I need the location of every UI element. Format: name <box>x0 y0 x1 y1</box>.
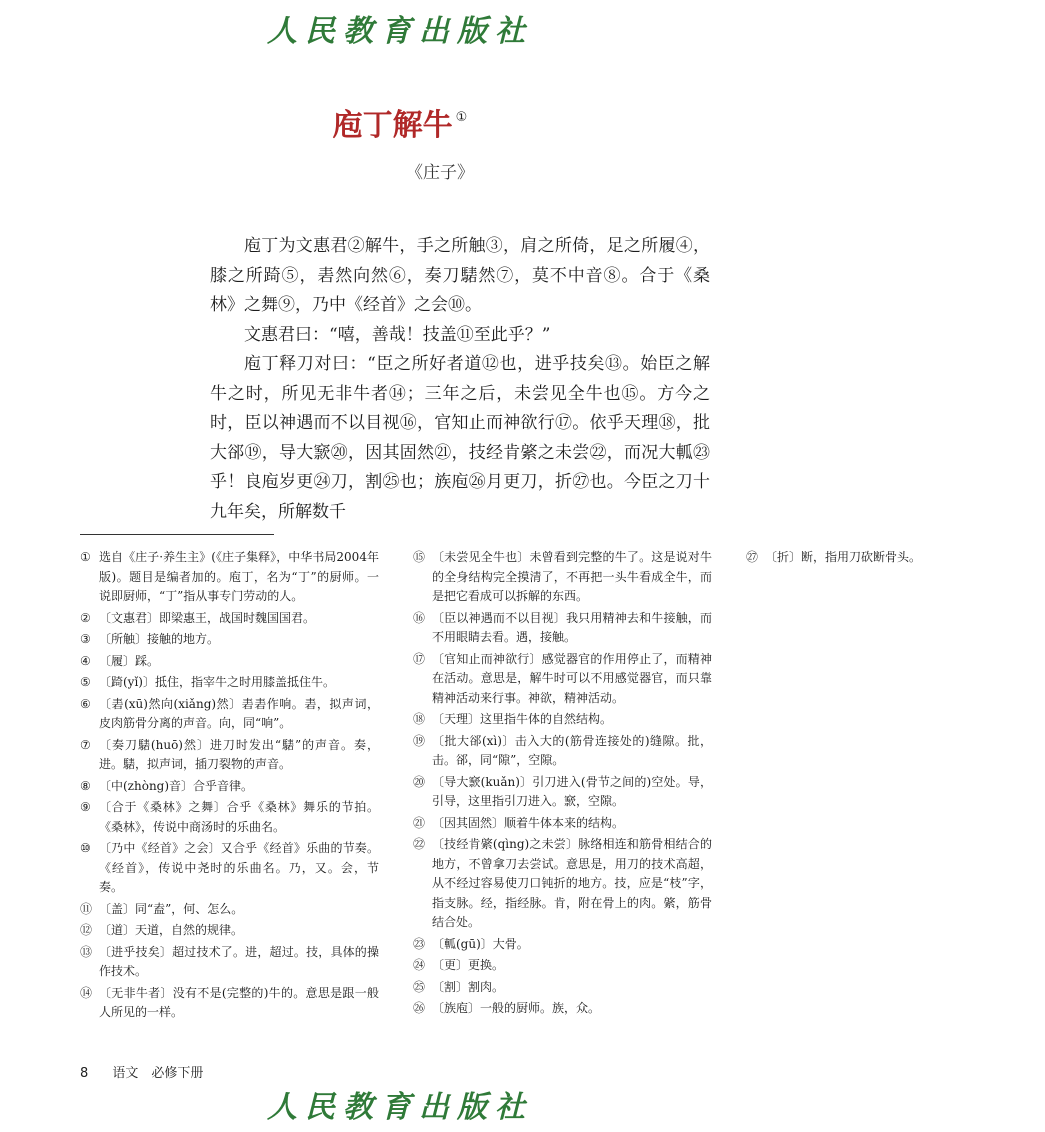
footnote-text: 选自《庄子·养生主》(《庄子集释》，中华书局2004年版)。题目是编者加的。庖丁，名为“丁”的厨师。一说即厨师，“丁”指从事专门劳动的人。 <box>99 550 379 603</box>
footnote-item <box>413 548 712 607</box>
title-text: 庖丁解牛 <box>332 108 453 143</box>
footnote-text: 〔奏刀騞(huō)然〕进刀时发出“騞”的声音。奏，进。騞，拟声词，插刀裂物的声音。 <box>99 737 379 771</box>
footnote-item <box>80 630 379 650</box>
footnote-number: ⑳ <box>413 774 426 789</box>
paragraph: 庖丁为文惠君②解牛，手之所触③，肩之所倚，足之所履④，膝之所踦⑤，砉然向然⑥，奏刀騞然⑦，莫不中音⑧。合于《桑林》之舞⑨，乃中《经首》之会⑩。 <box>210 236 710 315</box>
footnote-item <box>80 695 379 734</box>
footnote-divider <box>80 534 274 535</box>
footnote-number: ⑫ <box>80 923 93 937</box>
footnote-number: ④ <box>80 653 91 668</box>
footnote-item <box>80 673 379 693</box>
footnote-number: ㉓ <box>413 936 426 951</box>
footnote-item <box>413 650 712 709</box>
footnote-number: ㉔ <box>413 958 426 972</box>
footnote-text: 〔踦(yǐ)〕抵住，指宰牛之时用膝盖抵住牛。 <box>99 675 335 689</box>
footnote-text: 〔割〕割肉。 <box>432 979 505 994</box>
footnote-text: 〔技经肯綮(qìng)之未尝〕脉络相连和筋骨相结合的地方，不曾拿刀去尝试。意思是，用刀的技术高超，从不经过容易使刀口钝折的地方。技，应是“枝”字，指支脉。经，指经脉。肯，附在骨上的肉。綮，筋骨结合处。 <box>432 837 712 929</box>
footnote-text: 〔砉(xū)然向(xiǎng)然〕砉砉作响。砉，拟声词，皮肉筋骨分离的声音。向，同“响”。 <box>99 696 379 730</box>
footnote-number: ⑥ <box>80 696 91 711</box>
footnote-item <box>413 814 712 834</box>
page-number: 8 <box>80 1066 89 1081</box>
footnote-text: 〔所触〕接触的地方。 <box>99 632 220 646</box>
footnote-number: ③ <box>80 632 91 646</box>
footnote-number: ⑰ <box>413 651 426 666</box>
footnote-text: 〔軱(gū)〕大骨。 <box>432 936 529 951</box>
footnote-item <box>413 773 712 812</box>
footnote-text: 〔批大郤(xì)〕击入大的(筋骨连接处的)缝隙。批，击。郤，同“隙”，空隙。 <box>432 733 712 767</box>
footnote-item <box>413 710 712 730</box>
footnote-number: ⑩ <box>80 841 91 855</box>
footnote-text: 〔文惠君〕即梁惠王，战国时魏国国君。 <box>99 610 316 625</box>
footnote-number: ⑤ <box>80 675 91 689</box>
author-text: 《庄子》 <box>406 163 474 183</box>
footnote-item <box>80 900 379 920</box>
footnote-item <box>746 548 1045 568</box>
footnote-number: ① <box>80 550 91 564</box>
footnote-item <box>80 777 379 797</box>
footnote-number: ㉖ <box>413 1001 426 1015</box>
main-text <box>210 232 710 527</box>
footnote-item <box>413 935 712 955</box>
footnote-item <box>413 999 712 1019</box>
footnote-number: ② <box>80 610 91 625</box>
footnote-text: 〔中(zhòng)音〕合乎音律。 <box>99 778 254 793</box>
footnote-item <box>80 652 379 672</box>
footnote-number: ⑨ <box>80 800 91 814</box>
page-title <box>0 100 800 144</box>
footnote-number: ⑪ <box>80 901 93 916</box>
author-line <box>0 158 800 183</box>
paragraph: 文惠君曰：“嘻，善哉！技盖⑪至此乎？” <box>244 324 551 345</box>
footnote-item <box>413 835 712 933</box>
footnote-text: 〔臣以神遇而不以目视〕我只用精神去和牛接触，而不用眼睛去看。遇，接触。 <box>432 610 712 644</box>
footnote-text: 〔道〕天道，自然的规律。 <box>99 923 244 937</box>
publisher-logo-top: 人民教育出版社 <box>267 14 533 49</box>
footnote-number: ⑱ <box>413 712 426 726</box>
footnote-text: 〔官知止而神欲行〕感觉器官的作用停止了，而精神在活动。意思是，解牛时可以不用感觉器官，而只靠精神活动来行事。神欲，精神活动。 <box>432 651 712 705</box>
footnote-item <box>80 839 379 898</box>
footnote-item <box>80 798 379 837</box>
footnote-text: 〔无非牛者〕没有不是(完整的)牛的。意思是跟一般人所见的一样。 <box>99 985 379 1019</box>
footnote-item <box>413 609 712 648</box>
book-name: 语文 必修下册 <box>112 1066 204 1081</box>
footnote-number: ㉗ <box>746 550 759 564</box>
footnote-text: 〔未尝见全牛也〕未曾看到完整的牛了。这是说对牛的全身结构完全摸清了，不再把一头牛看成全牛，而是把它看成可以拆解的东西。 <box>432 550 712 603</box>
footnote-number: ㉒ <box>413 837 426 851</box>
publisher-logo-bottom: 人民教育出版社 <box>267 1090 533 1125</box>
footnote-text: 〔天理〕这里指牛体的自然结构。 <box>432 712 613 726</box>
title-note-marker: ① <box>455 110 468 125</box>
footnote-number: ⑧ <box>80 778 91 793</box>
footnote-item <box>80 548 379 607</box>
footnote-text: 〔盖〕同“盍”，何、怎么。 <box>99 901 244 916</box>
footnote-text: 〔履〕踩。 <box>99 653 160 668</box>
footnote-text: 〔族庖〕一般的厨师。族，众。 <box>432 1001 601 1015</box>
footnote-text: 〔乃中《经首》之会〕又合乎《经首》乐曲的节奏。《经首》，传说中尧时的乐曲名。乃，又。会，节奏。 <box>99 841 379 894</box>
footnote-item <box>80 609 379 629</box>
footnote-number: ⑯ <box>413 610 426 625</box>
footnote-number: ⑬ <box>80 944 93 959</box>
footnote-item <box>413 978 712 998</box>
paragraph: 庖丁释刀对曰：“臣之所好者道⑫也，进乎技矣⑬。始臣之解牛之时，所见无非牛者⑭；三年之后，未尝见全牛也⑮。方今之时，臣以神遇而不以目视⑯，官知止而神欲行⑰。依乎天理⑱，批大郤⑲，导大窾⑳，因其固然㉑，技经肯綮之未尝㉒，而况大軱㉓乎！良庖岁更㉔刀，割㉕也；族庖㉖月更刀，折㉗也。今臣之刀十九年矣，所解数千 <box>210 354 710 522</box>
footnote-text: 〔更〕更换。 <box>432 958 505 972</box>
footnote-text: 〔因其固然〕顺着牛体本来的结构。 <box>432 815 625 830</box>
footnote-text: 〔进乎技矣〕超过技术了。进，超过。技，具体的操作技术。 <box>99 944 379 978</box>
footnote-number: ㉑ <box>413 815 426 830</box>
footnote-text: 〔导大窾(kuǎn)〕引刀进入(骨节之间的)空处。导，引导，这里指引刀进入。窾，空隙。 <box>432 774 712 808</box>
footnote-number: ⑲ <box>413 733 426 748</box>
footnote-number: ⑦ <box>80 737 91 752</box>
footnote-number: ⑮ <box>413 550 426 564</box>
footnote-item <box>413 732 712 771</box>
footnote-item <box>80 736 379 775</box>
footnote-number: ㉕ <box>413 979 426 994</box>
footnotes <box>80 548 922 1038</box>
footnote-item <box>80 921 379 941</box>
footnote-text: 〔折〕断，指用刀砍断骨头。 <box>765 550 922 564</box>
footnote-number: ⑭ <box>80 985 93 1000</box>
footnote-item <box>80 984 379 1023</box>
page-footer <box>80 1062 203 1081</box>
footnote-item <box>413 956 712 976</box>
footnote-item <box>80 943 379 982</box>
footnote-text: 〔合于《桑林》之舞〕合乎《桑林》舞乐的节拍。《桑林》，传说中商汤时的乐曲名。 <box>99 800 379 834</box>
